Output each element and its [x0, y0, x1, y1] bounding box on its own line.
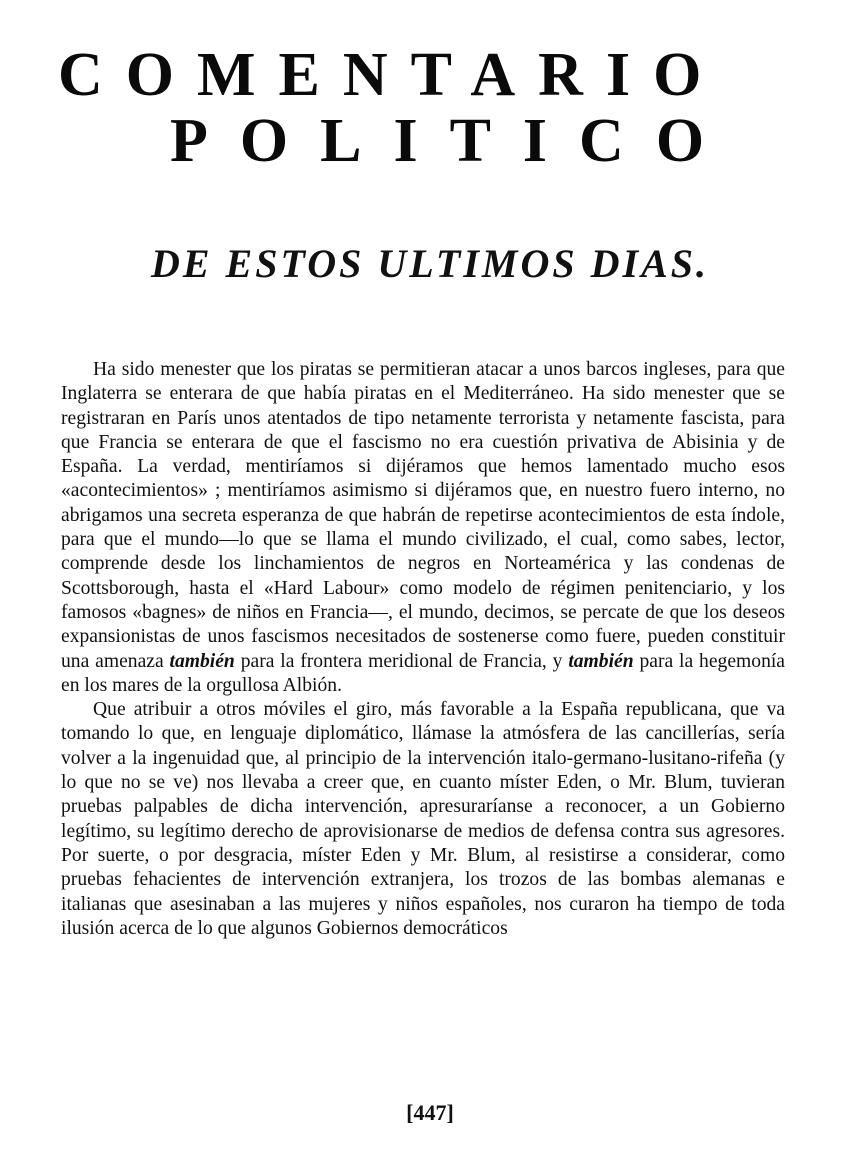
- subtitle: DE ESTOS ULTIMOS DIAS.: [150, 241, 709, 286]
- title-line-2: POLITICO: [170, 107, 737, 175]
- emphasis-tambien-2: también: [568, 650, 634, 672]
- paragraph-1-text-a: Ha sido menester que los piratas se permitieran atacar a unos barcos ingleses, para que Inglaterra se enterara de que había piratas en el Mediterráneo. Ha sido menester que se registraran en París unos atentados de tipo netamente terrorista y netamente fascista, para que Francia se enterara de que el fascismo no era cuestión privativa de Abisinia y de España. La verdad, mentiríamos si dijéramos que hemos lamentado mucho esos «acontecimientos» ; mentiríamos asimismo si dijéramos que, en nuestro fuero interno, no abrigamos una secreta esperanza de que habrán de repetirse acontecimientos de esta índole, para que el mundo—lo que se llama el mundo civilizado, el cual, como sabes, lector, comprende desde los linchamientos de negros en Norteamérica y las condenas de Scottsborough, hasta el «Hard Labour» como modelo de régimen penitenciario, y los famosos «bagnes» de niños en Francia—, el mundo, decimos, se percate de que los deseos expansionistas de unos fascismos necesitados de sostenerse como fuere, pueden constituir una amenaza: [61, 359, 785, 672]
- paragraph-1-text-c: para la hegemonía en los mares de la orgullosa Albión.: [61, 650, 786, 696]
- article-body: [61, 358, 785, 941]
- paragraph-1: [61, 358, 785, 698]
- paragraph-2: Que atribuir a otros móviles el giro, más favorable a la España republicana, que va tomando lo que, en lenguaje diplomático, llámase la atmósfera de las cancillerías, sería volver a la ingenuidad que, al principio de la intervención italo-germano-lusitano-rifeña (y lo que no se ve) nos llevaba a creer que, en cuanto míster Eden, o Mr. Blum, tuvieran pruebas palpables de dicha intervención, apresuraríanse a reconocer, a un Gobierno legítimo, su legítimo derecho de aprovisionarse de medios de defensa contra sus agresores. Por suerte, o por desgracia, míster Eden y Mr. Blum, al resistirse a considerar, como pruebas fehacientes de intervención extranjera, los trozos de las bombas alemanas e italianas que asesinaban a las mujeres y niños españoles, nos curaron ha tiempo de toda ilusión acerca de lo que algunos Gobiernos democráticos: [61, 699, 785, 939]
- emphasis-tambien-1: también: [169, 650, 235, 672]
- paragraph-1-text-b: para la frontera meridional de Francia, y: [240, 650, 563, 672]
- title-line-1: COMENTARIO: [58, 41, 725, 109]
- page-number: [447]: [406, 1100, 454, 1125]
